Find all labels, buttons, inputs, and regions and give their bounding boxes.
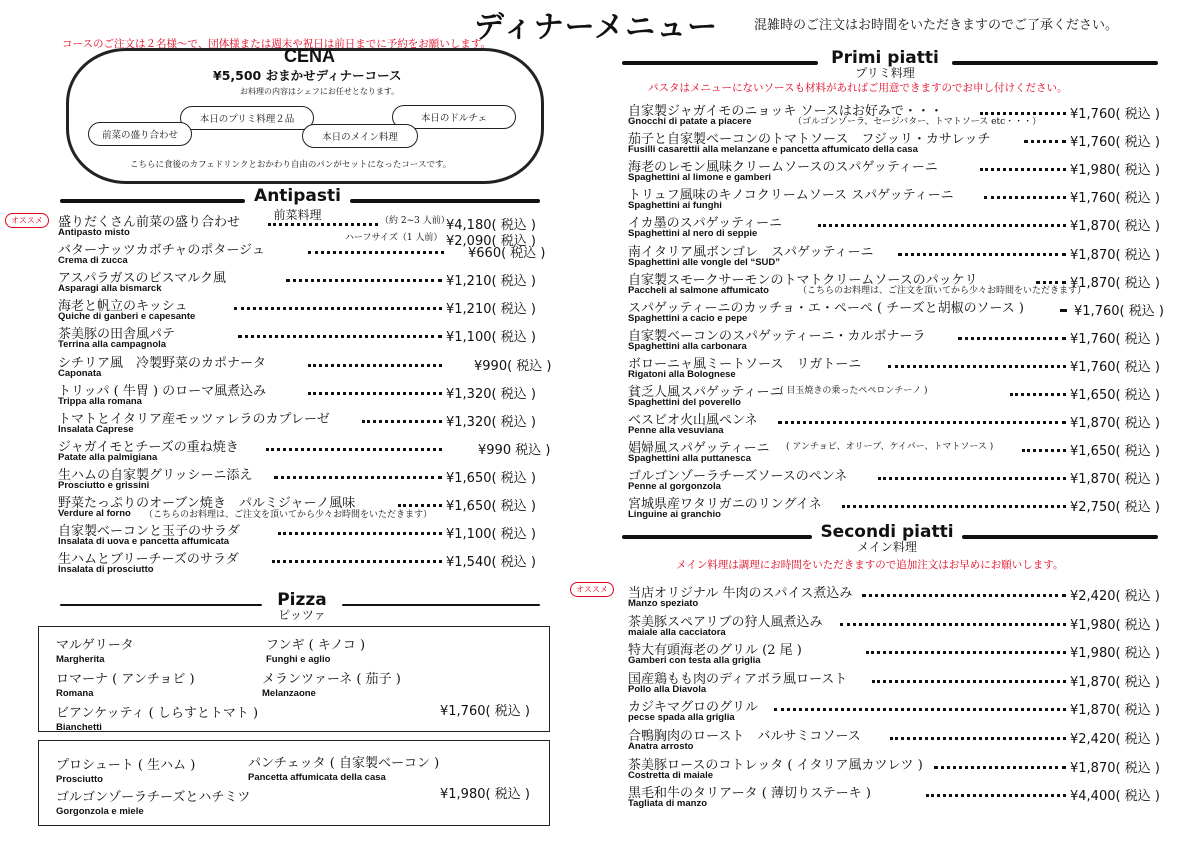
menu-item [628,437,1168,465]
item-name-it: Prosciutto e grissini [58,479,150,491]
item-price-half: ¥2,090( 税込 ) [446,234,536,249]
item-name-it: Penne alla vesuviana [628,425,724,437]
dot-leader [308,392,442,395]
item-note: ( アンチョビ、オリーブ、ケイパー、トマトソース ) [786,442,994,453]
item-name-it: Spaghettini al nero di seppie [628,228,758,240]
dot-leader [866,651,1066,654]
pizza-item [262,668,401,699]
dot-leader [286,279,442,282]
item-price: ¥1,650( 税込 ) [1070,444,1160,460]
item-name-it: Spaghettini alla puttanesca [628,453,751,465]
antipasti-subtitle: 前菜料理 [273,208,322,222]
menu-item [58,323,548,351]
item-price: ¥660( 税込 ) [468,246,546,262]
item-price: ¥2,750( 税込 ) [1070,500,1160,516]
item-name-it: Terrina alla campagnola [58,339,167,351]
primi-note: パスタはメニューにないソースも材料があればご用意できますのでお申し付けください。 [648,82,1068,94]
item-price: ¥1,540( 税込 ) [446,555,536,571]
item-name-jp: シチリア風 冷製野菜のカポナータ [58,355,267,371]
item-name-jp: 盛りだくさん前菜の盛り合わせ [58,215,241,230]
busy-note: 混雑時のご注文はお時間をいただきますのでご了承ください。 [754,18,1119,33]
item-price: ¥1,870( 税込 ) [1070,703,1160,719]
item-price: ¥1,650( 税込 ) [446,499,536,514]
item-name-jp: カジキマグロのグリル [628,700,759,716]
pizza-item [56,786,250,817]
cena-note: お料理の内容はシェフにお任せとなります。 [240,87,400,96]
pizza-name-it: Gorgonzola e miele [56,806,144,817]
dot-leader [308,251,444,254]
primi-subtitle: プリミ料理 [855,66,915,80]
item-name-it: Anatra arrosto [628,741,694,752]
item-price: ¥1,650( 税込 ) [446,470,536,486]
item-name-it: Spaghettini a cacio e pepe [628,312,748,324]
item-name-jp: イカ墨のスパゲッティーニ [628,216,783,232]
item-name-jp: バターナッツカボチャのポタージュ [58,243,265,259]
item-name-jp: 茶美豚スペアリブの狩人風煮込み [628,614,823,630]
pizza-name-jp: マルゲリータ [56,638,134,653]
menu-item [628,782,1168,810]
menu-item [628,297,1168,325]
menu-item [628,493,1168,521]
pizza-item [56,702,258,733]
item-name-jp: 海老のレモン風味クリームソースのスパゲッティーニ [628,160,938,176]
item-name-jp: 貧乏人風スパゲッティーニ [628,385,783,400]
pizza-name-it: Prosciutto [56,774,103,785]
pizza-name-it: Margherita [56,654,105,665]
item-name-it: Crema di zucca [58,255,128,267]
dot-leader [274,476,442,479]
item-price: ¥1,870( 税込 ) [1070,674,1160,690]
dot-leader [238,335,442,338]
item-price: ¥1,870( 税込 ) [1070,247,1160,263]
menu-item [628,465,1168,493]
brush-stroke [60,604,262,606]
item-price: ¥1,210( 税込 ) [446,302,536,318]
dot-leader [818,224,1066,227]
item-name-jp: ベスビオ火山風ペンネ [628,413,758,429]
menu-item [628,611,1168,639]
brush-stroke [60,199,245,203]
item-price: ¥990 税込 ) [478,442,551,458]
dot-leader [278,532,442,535]
item-name-jp: 生ハムとブリーチーズのサラダ [58,552,239,568]
item-name-jp: 合鴨胸肉のロースト バルサミコソース [628,729,861,744]
item-price: ¥1,870( 税込 ) [1070,416,1160,432]
recommended-badge: オススメ [570,582,614,597]
menu-item [628,582,1168,610]
cena-title: CENA [284,46,336,66]
item-name-jp: 茶美豚ロースのコトレッタ ( イタリア風カツレツ ) [628,757,923,773]
item-name-it: Quiche di ganberi e capesante [58,311,196,323]
item-name-it: Paccheli al salmone affumicato [628,284,769,296]
dot-leader [1060,309,1066,312]
dot-leader [890,737,1066,740]
item-price: ¥1,870( 税込 ) [1070,760,1160,776]
pizza-item [56,634,134,665]
item-name-it: Spaghettini alle vongle del “SUD” [628,256,781,268]
pizza-item [266,634,365,665]
item-name-jp: トリッパ ( 牛胃 ) のローマ風煮込み [58,383,267,399]
course-reservation-note: コースのご注文は２名様〜で、団体様または週末や祝日は前日までに予約をお願いします。 [62,38,491,50]
brush-stroke [350,199,540,203]
dot-leader [842,505,1066,508]
menu-item [628,100,1168,128]
item-price: ¥4,180( 税込 ) [446,218,536,233]
item-price: ¥1,210( 税込 ) [446,274,536,290]
item-note: （こちらのお料理は、ご注文を頂いてから少々お時間をいただきます） [798,285,1087,296]
item-name-jp: 宮城県産ワタリガニのリングイネ [628,497,822,513]
pizza-name-it: Funghi e aglio [266,654,331,665]
menu-item [58,548,548,576]
item-name-jp: 自家製スモークサーモンのトマトクリームソースのパッケリ [628,272,978,288]
pizza-name-it: Pancetta affumicata della casa [248,772,386,783]
item-name-jp: スパゲッティーニのカッチョ・エ・ペーペ ( チーズと胡椒のソース ) [628,300,1024,316]
dot-leader [984,196,1066,199]
menu-item [628,212,1168,240]
item-price: ¥1,870( 税込 ) [1070,472,1160,488]
item-price: ¥1,650( 税込 ) [1070,388,1160,403]
pizza-name-jp: ゴルゴンゾーラチーズとハチミツ [56,790,251,805]
item-name-jp: 自家製ベーコンと玉子のサラダ [58,524,240,540]
menu-item [58,520,548,548]
page-title: ディナーメニュー [474,10,719,45]
pizza-name-jp: ビアンケッティ ( しらすとトマト ) [56,706,259,721]
item-name-it: Spaghettini ai funghi [628,200,722,212]
item-name-it: Gnocchi di patate a piacere [628,116,752,127]
menu-item [628,269,1168,297]
item-price: ¥1,760( 税込 ) [1070,135,1160,151]
menu-item [58,267,548,295]
menu-item [628,696,1168,724]
item-note: （こちらのお料理は、ご注文を頂いてから少々お時間をいただきます） [144,510,433,520]
item-price: ¥1,100( 税込 ) [446,330,536,346]
item-name-jp: 南イタリア風ボンゴレ スパゲッティーニ [628,244,874,260]
item-price: ¥1,870( 税込 ) [1070,275,1160,291]
menu-item [628,128,1168,156]
item-name-it: Verdure al forno [58,508,131,519]
item-name-it: Insalata Caprese [58,423,134,435]
pizza-item [56,754,195,785]
menu-item [628,409,1168,437]
item-price: ¥2,420( 税込 ) [1070,589,1160,604]
item-name-it: Rigatoni alla Bolognese [628,368,736,380]
item-name-it: Spaghettini al limone e gamberi [628,172,772,184]
brush-stroke [962,535,1158,539]
dot-leader [888,365,1066,368]
item-price: ¥1,980( 税込 ) [1070,163,1160,179]
item-name-jp: 自家製ベーコンのスパゲッティーニ・カルボナーラ [628,328,926,344]
item-name-jp: 特大有頭海老のグリル (2 尾 ) [628,643,802,659]
item-name-jp: 自家製ジャガイモのニョッキ ソースはお好みで・・・ [628,104,943,119]
item-name-it: Insalata di prosciutto [58,564,154,576]
menu-item [628,184,1168,212]
recommended-badge: オススメ [5,213,49,228]
item-name-jp: 生ハムの自家製グリッシーニ添え [58,467,253,483]
menu-item [628,639,1168,667]
item-price: ¥1,760( 税込 ) [1070,359,1160,375]
pill-primi: 本日のプリミ料理２品 [180,106,314,130]
brush-stroke [622,535,812,539]
primi-title: Primi piatti [831,48,939,68]
item-price: ¥2,420( 税込 ) [1070,732,1160,747]
item-price: ¥1,870( 税込 ) [1070,219,1160,235]
item-note: （ゴルゴンゾーラ、セージバター、トマトソース etc・・・） [793,117,1042,127]
pizza-name-jp: ロマーナ ( アンチョビ ) [56,672,195,687]
item-price: ¥4,400( 税込 ) [1070,789,1160,805]
pizza-price: ¥1,760( 税込 ) [440,704,530,719]
menu-item [58,408,548,436]
dot-leader [272,560,442,563]
item-name-jp: トマトとイタリア産モッツァレラのカプレーゼ [58,411,330,427]
menu-item [628,754,1168,782]
secondi-note: メイン料理は調理にお時間をいただきますので追加注文はお早めにお願いします。 [676,559,1064,571]
menu-item [58,211,548,249]
dot-leader [234,307,442,310]
dot-leader [980,168,1066,171]
dot-leader [958,337,1066,340]
item-name-it: Caponata [58,367,102,379]
pizza-title: Pizza [277,590,327,610]
item-price: ¥1,760( 税込 ) [1070,191,1160,207]
item-name-jp: 国産鶏もも肉のディアボラ風ロースト [628,671,848,687]
dot-leader [362,420,442,423]
pill-antipasto: 前菜の盛り合わせ [88,122,192,146]
item-name-it: Patate alla palmigiana [58,451,158,463]
cena-price-title: ¥5,500 おまかせディナーコース [213,68,402,83]
menu-item [628,241,1168,269]
item-name-jp: 茶美豚の田舎風パテ [58,327,176,343]
menu-item [58,436,551,464]
dot-leader [898,253,1066,256]
menu-item [628,668,1168,696]
dot-leader [774,708,1066,711]
dot-leader [1010,393,1066,396]
dot-leader [840,623,1066,626]
item-name-it: Antipasto misto [58,227,130,238]
pizza-name-jp: パンチェッタ ( 自家製ベーコン ) [248,756,440,771]
item-price: ¥990( 税込 ) [474,358,552,374]
item-note: （約 2~3 人前） [380,216,450,226]
pizza-name-it: Bianchetti [56,722,102,733]
dot-leader [934,766,1066,769]
menu-item [628,725,1168,753]
item-price: ¥1,980( 税込 ) [1070,617,1160,633]
dot-leader [872,680,1066,683]
item-name-it: Spaghettini alla carbonara [628,340,747,352]
item-price: ¥1,760( 税込 ) [1074,303,1164,319]
item-name-jp: ボローニャ風ミートソース リガトーニ [628,356,862,372]
item-name-it: pecse spada alla griglia [628,712,735,724]
pizza-subtitle: ピッツァ [278,608,326,622]
dot-leader [926,794,1066,797]
item-name-it: Manzo speziato [628,598,699,609]
menu-item [628,381,1168,409]
dot-leader [1024,140,1066,143]
menu-item [58,464,548,492]
item-name-it: Fusilli casarettii alla melanzane e pancetta affumicato della casa [628,144,918,156]
pizza-name-jp: フンギ ( キノコ ) [266,638,366,653]
menu-item [58,239,548,267]
item-name-jp: 野菜たっぷりのオーブン焼き パルミジャーノ風味 [58,496,356,511]
item-name-jp: 海老と帆立のキッシュ [58,299,188,315]
item-name-it: Asparagi alla bismarck [58,283,162,295]
item-name-it: maiale alla cacciatora [628,626,726,638]
pizza-price: ¥1,980( 税込 ) [440,787,530,802]
menu-item [628,353,1168,381]
dot-leader [1022,449,1066,452]
pizza-item [248,752,439,783]
item-price: ¥1,320( 税込 ) [446,386,536,402]
item-name-it: Penne al gorgonzola [628,481,721,493]
item-note: ( 目玉焼きの乗ったペペロンチーノ ) [780,386,928,396]
item-price: ¥1,760( 税込 ) [1070,107,1160,122]
item-note: ハーフサイズ（1 人前） [345,233,443,243]
menu-item [58,295,548,323]
dot-leader [268,223,378,226]
dot-leader [266,448,442,451]
dot-leader [308,364,442,367]
item-name-jp: アスパラガスのビスマルク風 [58,271,226,287]
secondi-subtitle: メイン料理 [857,540,917,554]
pill-main: 本日のメイン料理 [302,124,418,148]
pizza-name-it: Romana [56,688,94,699]
item-name-jp: ジャガイモとチーズの重ね焼き [58,439,239,455]
dot-leader [878,477,1066,480]
pizza-name-jp: プロシュート ( 生ハム ) [56,758,196,773]
item-name-it: Pollo alla Diavola [628,683,707,695]
item-name-it: Tagliata di manzo [628,798,708,810]
item-name-jp: 当店オリジナル 牛肉のスパイス煮込み [628,586,853,601]
brush-stroke [622,61,818,65]
secondi-title: Secondi piatti [820,522,954,542]
item-name-jp: ゴルゴンゾーラチーズソースのペンネ [628,469,848,485]
menu-item [58,352,552,380]
item-name-it: Costretta di maiale [628,769,713,781]
item-name-jp: 茄子と自家製ベーコンのトマトソース フジッリ・カサレッチ [628,132,991,148]
brush-stroke [342,604,540,606]
antipasti-title: Antipasti [254,186,341,206]
item-name-jp: 娼婦風スパゲッティーニ [628,441,770,457]
dot-leader [778,421,1066,424]
item-name-jp: 黒毛和牛のタリアータ ( 薄切りステーキ ) [628,786,871,802]
item-price: ¥1,980( 税込 ) [1070,646,1160,662]
item-name-it: Trippa alla romana [58,395,142,407]
cena-footer: こちらに食後のカフェドリンクとおかわり自由のパンがセットになったコースです。 [130,160,452,170]
item-name-it: Insalata di uova e pancetta affumicata [58,536,230,548]
item-name-jp: トリュフ風味のキノコクリームソース スパゲッティーニ [628,188,954,204]
pizza-name-it: Melanzaone [262,688,316,699]
brush-stroke [952,61,1158,65]
pill-dolce: 本日のドルチェ [392,105,516,129]
item-name-it: Gamberi con testa alla griglia [628,655,761,667]
menu-item [628,156,1168,184]
menu-item [628,325,1168,353]
item-price: ¥1,760( 税込 ) [1070,331,1160,347]
item-name-it: Linguine ai granchio [628,509,721,521]
item-name-it: Spaghettini del poverello [628,397,741,408]
item-price: ¥1,320( 税込 ) [446,414,536,430]
pizza-name-jp: メランツァーネ ( 茄子 ) [262,672,401,687]
dot-leader [862,594,1066,597]
pizza-item [56,668,195,699]
menu-item [58,492,548,520]
menu-item [58,380,548,408]
item-price: ¥1,100( 税込 ) [446,527,536,543]
